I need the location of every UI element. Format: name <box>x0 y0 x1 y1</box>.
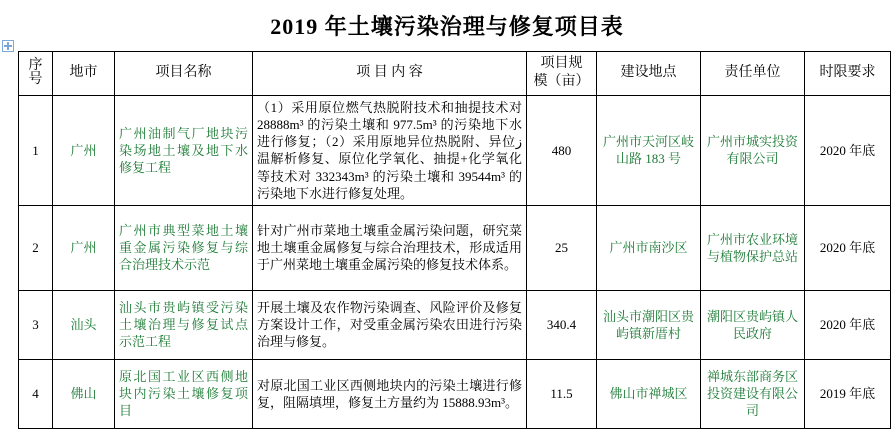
cell-deadline: 2019 年底 <box>805 359 891 428</box>
header-seq <box>19 52 53 96</box>
cell-project-name: 原北国工业区西侧地块内污染土壤修复项目 <box>115 359 253 428</box>
cell-project-content: 对原北国工业区西侧地块内的污染土壤进行修复，阻隔填埋，修复土方量约为 15888.93m³。 <box>253 359 527 428</box>
cell-seq: 3 <box>19 290 53 359</box>
table-header-row <box>19 52 891 96</box>
cell-city: 汕头 <box>53 290 115 359</box>
header-project-name: 项目名称 <box>115 52 253 96</box>
cell-scale: 480 <box>527 95 597 205</box>
header-scale <box>527 52 597 96</box>
cell-seq: 4 <box>19 359 53 428</box>
header-city: 地市 <box>53 52 115 96</box>
cell-site: 佛山市禅城区 <box>597 359 701 428</box>
cell-scale: 25 <box>527 205 597 290</box>
cell-project-name: 汕头市贵屿镇受污染土壤治理与修复试点示范工程 <box>115 290 253 359</box>
cell-unit: 禅城东部商务区投资建设有限公司 <box>701 359 805 428</box>
cell-project-content: 针对广州市菜地土壤重金属污染问题，研究菜地土壤重金属修复与综合治理技术，形成适用于广州菜地土壤重金属污染的修复技术体系。 <box>253 205 527 290</box>
cell-project-name: 广州油制气厂地块污染场地土壤及地下水修复工程 <box>115 95 253 205</box>
table-move-handle-icon[interactable] <box>2 40 14 52</box>
project-table <box>18 51 891 429</box>
cell-site: 广州市南沙区 <box>597 205 701 290</box>
cell-site: 汕头市潮阳区贵屿镇新厝村 <box>597 290 701 359</box>
table-row <box>19 359 891 428</box>
table-row <box>19 290 891 359</box>
header-scale-line2: 模（亩） <box>533 74 590 90</box>
cell-project-content: （1）采用原位燃气热脱附技术和抽提技术对 28888m³ 的污染土壤和 977.5m³ 的污染地下水进行修复；（2）采用原地异位热脱附、异位ز温解析修复、原位化学氧化、抽提+化学氧化等技术对 332343m³ 的污染土壤和 39544m³ 的污染地下水进行修复处理。 <box>253 95 527 205</box>
header-scale-line1: 项目规 <box>540 56 583 71</box>
header-site: 建设地点 <box>597 52 701 96</box>
cell-city: 广州 <box>53 95 115 205</box>
cell-unit: 广州市农业环境与植物保护总站 <box>701 205 805 290</box>
cell-deadline: 2020 年底 <box>805 95 891 205</box>
cell-scale: 340.4 <box>527 290 597 359</box>
page-title: 2019 年土壤污染治理与修复项目表 <box>270 14 624 39</box>
header-project-content: 项 目 内 容 <box>253 52 527 96</box>
cell-unit: 广州市城实投资有限公司 <box>701 95 805 205</box>
cell-city: 佛山 <box>53 359 115 428</box>
cell-seq: 2 <box>19 205 53 290</box>
header-deadline: 时限要求 <box>805 52 891 96</box>
cell-deadline: 2020 年底 <box>805 205 891 290</box>
cell-project-content: 开展土壤及农作物污染调查、风险评价及修复方案设计工作，对受重金属污染农田进行污染治理与修复。 <box>253 290 527 359</box>
cell-seq: 1 <box>19 95 53 205</box>
header-seq-line2: 号 <box>28 72 43 88</box>
header-seq-line1: 序 <box>28 57 43 73</box>
cell-city: 广州 <box>53 205 115 290</box>
cell-scale: 11.5 <box>527 359 597 428</box>
table-row <box>19 95 891 205</box>
cell-project-name: 广州市典型菜地土壤重金属污染修复与综合治理技术示范 <box>115 205 253 290</box>
header-unit: 责任单位 <box>701 52 805 96</box>
table-row <box>19 205 891 290</box>
cell-site: 广州市天河区岐山路 183 号 <box>597 95 701 205</box>
project-table-wrapper <box>18 51 876 429</box>
cell-deadline: 2020 年底 <box>805 290 891 359</box>
cell-unit: 潮阳区贵屿镇人民政府 <box>701 290 805 359</box>
